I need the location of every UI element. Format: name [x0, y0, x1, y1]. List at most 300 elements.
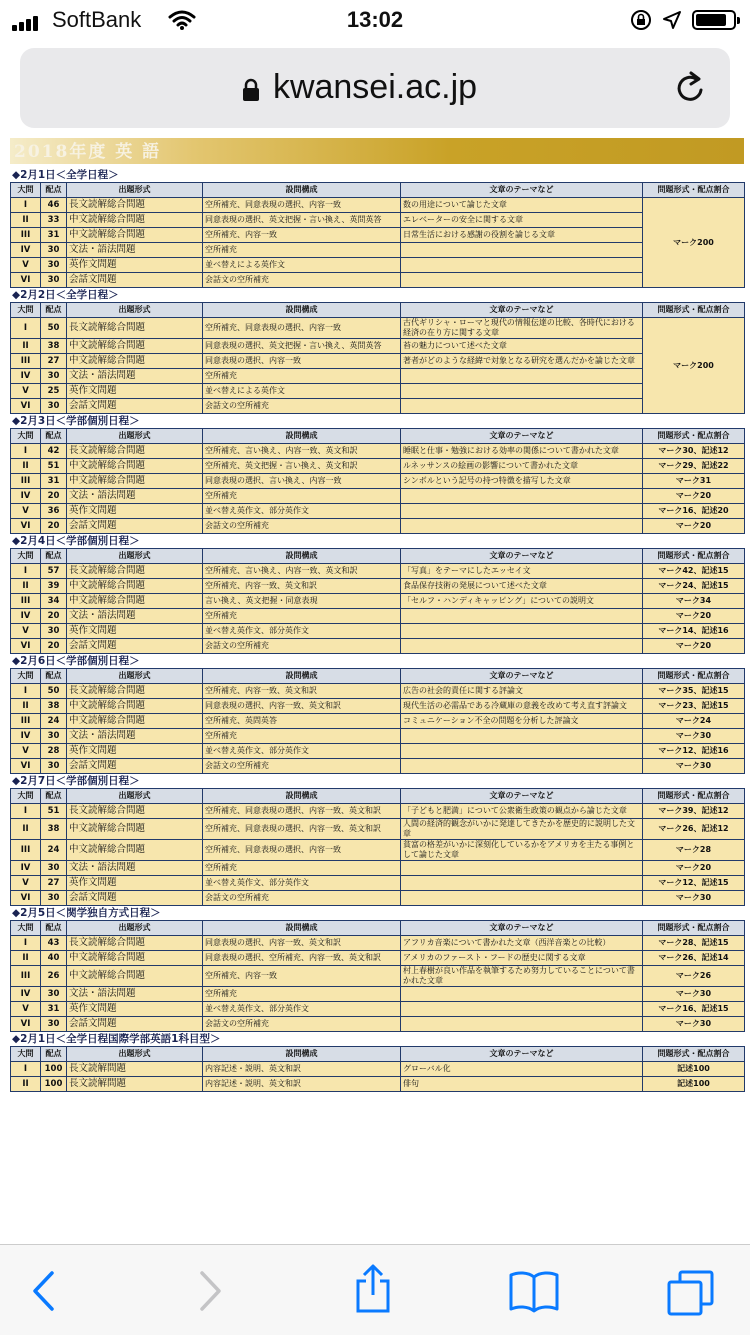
table-cell: 著者がどのような経緯で対象となる研究を選んだかを論じた文章	[401, 354, 643, 369]
table-cell: 27	[41, 876, 67, 891]
table-cell: 文法・語法問題	[67, 987, 203, 1002]
reload-icon[interactable]	[674, 70, 708, 106]
table-cell	[401, 876, 643, 891]
table-cell: マーク39、記述12	[643, 804, 745, 819]
table-cell: 26	[41, 966, 67, 987]
table-cell: I	[11, 318, 41, 339]
table-cell: II	[11, 579, 41, 594]
table-cell: 46	[41, 198, 67, 213]
table-cell: 30	[41, 243, 67, 258]
table-cell	[401, 744, 643, 759]
table-cell: マーク20	[643, 519, 745, 534]
table-cell: III	[11, 228, 41, 243]
table-cell: 25	[41, 384, 67, 399]
column-header: 大問	[11, 549, 41, 564]
table-cell: マーク200	[643, 198, 745, 288]
table-cell: 長文読解総合問題	[67, 198, 203, 213]
table-cell: 28	[41, 744, 67, 759]
orientation-lock-icon	[630, 9, 652, 31]
table-cell: 36	[41, 504, 67, 519]
table-cell	[401, 891, 643, 906]
table-row	[11, 504, 745, 519]
column-header: 出題形式	[67, 1047, 203, 1062]
table-cell: 会話文問題	[67, 759, 203, 774]
section-title: ◆2月6日＜学部個別日程＞	[12, 655, 140, 667]
table-cell: 俳句	[401, 1077, 643, 1092]
table-cell: マーク20	[643, 861, 745, 876]
table-cell: 並べ替え英作文、部分英作文	[203, 624, 401, 639]
table-cell: マーク31	[643, 474, 745, 489]
column-header: 配点	[41, 183, 67, 198]
column-header: 設問構成	[203, 789, 401, 804]
table-cell: マーク30	[643, 891, 745, 906]
table-cell: I	[11, 564, 41, 579]
table-cell: 長文読解問題	[67, 1077, 203, 1092]
table-cell: マーク30	[643, 1017, 745, 1032]
table-cell: V	[11, 876, 41, 891]
table-cell: III	[11, 354, 41, 369]
exam-table	[10, 668, 745, 774]
column-header: 問題形式・配点割合	[643, 183, 745, 198]
table-cell: マーク30、記述12	[643, 444, 745, 459]
table-cell: I	[11, 936, 41, 951]
table-cell: 57	[41, 564, 67, 579]
column-header: 大問	[11, 183, 41, 198]
table-row	[11, 1017, 745, 1032]
table-cell: V	[11, 384, 41, 399]
table-cell: 39	[41, 579, 67, 594]
table-cell: II	[11, 699, 41, 714]
table-cell: 並べ替え英作文、部分英作文	[203, 504, 401, 519]
table-row	[11, 228, 745, 243]
table-cell: 「写真」をテーマにしたエッセイ文	[401, 564, 643, 579]
table-cell: 会話文問題	[67, 399, 203, 414]
table-cell: II	[11, 1077, 41, 1092]
table-cell: 会話文の空所補充	[203, 519, 401, 534]
bookmarks-icon[interactable]	[508, 1269, 560, 1313]
table-cell: I	[11, 198, 41, 213]
table-cell: 記述100	[643, 1077, 745, 1092]
table-cell: 記述100	[643, 1062, 745, 1077]
table-cell: 長文読解総合問題	[67, 684, 203, 699]
table-row	[11, 744, 745, 759]
table-row	[11, 729, 745, 744]
table-cell: 中文読解総合問題	[67, 228, 203, 243]
table-row	[11, 951, 745, 966]
share-icon[interactable]	[352, 1263, 394, 1315]
table-row	[11, 369, 745, 384]
table-cell: 40	[41, 951, 67, 966]
table-cell: マーク14、記述16	[643, 624, 745, 639]
table-cell: 同意表現の選択、言い換え、内容一致	[203, 474, 401, 489]
table-cell: 中文読解総合問題	[67, 966, 203, 987]
url-text[interactable]: kwansei.ac.jp	[272, 68, 478, 106]
table-cell: III	[11, 966, 41, 987]
table-cell: III	[11, 474, 41, 489]
table-cell: マーク28	[643, 840, 745, 861]
table-cell: 51	[41, 804, 67, 819]
table-cell: 30	[41, 759, 67, 774]
table-cell: 中文読解総合問題	[67, 354, 203, 369]
table-row	[11, 384, 745, 399]
table-cell: 51	[41, 459, 67, 474]
table-row	[11, 1077, 745, 1092]
column-header: 文章のテーマなど	[401, 429, 643, 444]
table-cell: マーク26、記述14	[643, 951, 745, 966]
table-cell: 30	[41, 399, 67, 414]
column-header: 設問構成	[203, 429, 401, 444]
table-header-row	[11, 1047, 745, 1062]
table-cell: マーク16、記述20	[643, 504, 745, 519]
table-cell: シンボルという記号の持つ特徴を描写した文章	[401, 474, 643, 489]
table-row	[11, 987, 745, 1002]
table-cell: VI	[11, 519, 41, 534]
table-cell: VI	[11, 273, 41, 288]
table-cell: マーク30	[643, 987, 745, 1002]
table-cell	[401, 243, 643, 258]
table-cell: マーク24、記述15	[643, 579, 745, 594]
section-title: ◆2月1日＜全学日程＞	[12, 169, 119, 181]
tabs-icon[interactable]	[666, 1269, 716, 1317]
table-cell: 中文読解総合問題	[67, 339, 203, 354]
table-cell: V	[11, 504, 41, 519]
table-cell: 空所補充、同意表現の選択、内容一致	[203, 840, 401, 861]
table-cell: 文法・語法問題	[67, 861, 203, 876]
table-cell: I	[11, 444, 41, 459]
table-cell: 20	[41, 519, 67, 534]
table-cell: 文法・語法問題	[67, 489, 203, 504]
table-cell: 空所補充、同意表現の選択、内容一致、英文和訳	[203, 804, 401, 819]
column-header: 配点	[41, 669, 67, 684]
table-cell	[401, 624, 643, 639]
table-cell: 30	[41, 273, 67, 288]
table-row	[11, 354, 745, 369]
column-header: 問題形式・配点割合	[643, 429, 745, 444]
table-cell: 20	[41, 489, 67, 504]
table-row	[11, 624, 745, 639]
table-cell: 中文読解総合問題	[67, 579, 203, 594]
column-header: 配点	[41, 921, 67, 936]
column-header: 設問構成	[203, 1047, 401, 1062]
status-time: 13:02	[346, 7, 404, 32]
table-cell: 30	[41, 258, 67, 273]
column-header: 大問	[11, 429, 41, 444]
table-cell: 言い換え、英文把握・同意表現	[203, 594, 401, 609]
table-cell: 英作文問題	[67, 876, 203, 891]
table-cell: 現代生活の必需品である冷蔵庫の意義を改めて考え直す評論文	[401, 699, 643, 714]
table-row	[11, 258, 745, 273]
column-header: 配点	[41, 789, 67, 804]
table-row	[11, 819, 745, 840]
exam-table	[10, 920, 745, 1032]
column-header: 配点	[41, 549, 67, 564]
table-row	[11, 1002, 745, 1017]
column-header: 設問構成	[203, 303, 401, 318]
table-cell	[401, 639, 643, 654]
table-cell: エレベーターの安全に関する文章	[401, 213, 643, 228]
status-bar	[0, 0, 750, 42]
table-cell: 中文読解総合問題	[67, 819, 203, 840]
table-cell: 空所補充	[203, 243, 401, 258]
table-cell	[401, 609, 643, 624]
table-cell: 英作文問題	[67, 384, 203, 399]
table-cell: アフリカ音楽について書かれた文章（西洋音楽との比較）	[401, 936, 643, 951]
table-row	[11, 318, 745, 339]
table-cell: I	[11, 684, 41, 699]
table-row	[11, 891, 745, 906]
table-cell: IV	[11, 861, 41, 876]
table-cell: 「子どもと肥満」について公衆衛生政策の観点から論じた文章	[401, 804, 643, 819]
table-cell	[401, 504, 643, 519]
column-header: 問題形式・配点割合	[643, 303, 745, 318]
table-cell: マーク20	[643, 639, 745, 654]
table-cell: V	[11, 1002, 41, 1017]
table-row	[11, 399, 745, 414]
column-header: 配点	[41, 1047, 67, 1062]
table-cell: 空所補充	[203, 489, 401, 504]
table-cell: 会話文問題	[67, 639, 203, 654]
exam-table	[10, 788, 745, 906]
table-cell: 中文読解総合問題	[67, 840, 203, 861]
table-cell: 空所補充	[203, 729, 401, 744]
table-cell: 長文読解問題	[67, 1062, 203, 1077]
back-icon[interactable]	[30, 1269, 58, 1313]
table-cell: 31	[41, 1002, 67, 1017]
section-title: ◆2月3日＜学部個別日程＞	[12, 415, 140, 427]
table-row	[11, 213, 745, 228]
document-title: 2018年度 英 語	[10, 138, 744, 164]
exam-table	[10, 182, 745, 288]
table-cell: 会話文問題	[67, 1017, 203, 1032]
table-cell: 会話文問題	[67, 891, 203, 906]
table-cell: 中文読解総合問題	[67, 951, 203, 966]
table-cell: 並べ替え英作文、部分英作文	[203, 1002, 401, 1017]
table-cell: 24	[41, 840, 67, 861]
table-cell: IV	[11, 489, 41, 504]
column-header: 問題形式・配点割合	[643, 669, 745, 684]
column-header: 出題形式	[67, 669, 203, 684]
table-cell: 文法・語法問題	[67, 243, 203, 258]
table-cell: 数の用途について論じた文章	[401, 198, 643, 213]
table-cell: 同意表現の選択、内容一致	[203, 354, 401, 369]
table-row	[11, 861, 745, 876]
table-cell: ルネッサンスの絵画の影響について書かれた文章	[401, 459, 643, 474]
table-cell: 100	[41, 1077, 67, 1092]
table-cell: 20	[41, 609, 67, 624]
table-cell: 村上春樹が良い作品を執筆するため努力していることについて書かれた文章	[401, 966, 643, 987]
exam-table	[10, 1046, 745, 1092]
column-header: 出題形式	[67, 921, 203, 936]
column-header: 大問	[11, 1047, 41, 1062]
table-cell: VI	[11, 1017, 41, 1032]
column-header: 設問構成	[203, 921, 401, 936]
table-cell: 会話文の空所補充	[203, 639, 401, 654]
column-header: 出題形式	[67, 789, 203, 804]
table-cell: 貧富の格差がいかに深刻化しているかをアメリカを主たる事例として論じた文章	[401, 840, 643, 861]
table-cell: 食品保存技術の発展について述べた文章	[401, 579, 643, 594]
table-row	[11, 243, 745, 258]
table-cell: 中文読解総合問題	[67, 699, 203, 714]
table-cell: マーク24	[643, 714, 745, 729]
table-cell: 会話文の空所補充	[203, 273, 401, 288]
table-cell: マーク30	[643, 759, 745, 774]
table-cell: VI	[11, 891, 41, 906]
table-cell	[401, 1002, 643, 1017]
table-cell: 空所補充、内容一致、英文和訳	[203, 684, 401, 699]
table-header-row	[11, 669, 745, 684]
table-cell: 「セルフ・ハンディキャッピング」についての説明文	[401, 594, 643, 609]
table-cell: 42	[41, 444, 67, 459]
table-cell: 30	[41, 369, 67, 384]
table-cell: 英作文問題	[67, 258, 203, 273]
column-header: 文章のテーマなど	[401, 921, 643, 936]
table-cell: IV	[11, 243, 41, 258]
table-cell: 24	[41, 714, 67, 729]
table-header-row	[11, 789, 745, 804]
table-cell: 30	[41, 624, 67, 639]
table-cell: アメリカのファースト・フードの歴史に関する文章	[401, 951, 643, 966]
address-bar[interactable]	[20, 48, 730, 128]
table-cell	[401, 987, 643, 1002]
table-row	[11, 474, 745, 489]
exam-table	[10, 302, 745, 414]
table-cell	[401, 759, 643, 774]
table-cell: 同意表現の選択、内容一致、英文和訳	[203, 699, 401, 714]
table-cell: マーク20	[643, 489, 745, 504]
section-title: ◆2月5日＜関学独自方式日程＞	[12, 907, 161, 919]
table-cell: 同意表現の選択、英文把握・言い換え、英問英答	[203, 213, 401, 228]
table-cell: 長文読解総合問題	[67, 936, 203, 951]
column-header: 設問構成	[203, 183, 401, 198]
table-cell: 30	[41, 987, 67, 1002]
table-cell: 27	[41, 354, 67, 369]
table-cell: II	[11, 339, 41, 354]
column-header: 文章のテーマなど	[401, 303, 643, 318]
table-cell: VI	[11, 759, 41, 774]
table-row	[11, 594, 745, 609]
table-cell: グローバル化	[401, 1062, 643, 1077]
table-cell: 英作文問題	[67, 1002, 203, 1017]
table-row	[11, 699, 745, 714]
table-row	[11, 273, 745, 288]
table-cell: 英作文問題	[67, 504, 203, 519]
table-cell: 空所補充、言い換え、内容一致、英文和訳	[203, 444, 401, 459]
column-header: 文章のテーマなど	[401, 549, 643, 564]
table-cell: 50	[41, 318, 67, 339]
table-cell: 38	[41, 339, 67, 354]
table-header-row	[11, 921, 745, 936]
table-cell: III	[11, 840, 41, 861]
table-cell: 同意表現の選択、英文把握・言い換え、英問英答	[203, 339, 401, 354]
column-header: 配点	[41, 429, 67, 444]
table-cell: V	[11, 624, 41, 639]
column-header: 文章のテーマなど	[401, 789, 643, 804]
table-row	[11, 609, 745, 624]
table-cell: 広告の社会的責任に関する評論文	[401, 684, 643, 699]
section-title: ◆2月4日＜学部個別日程＞	[12, 535, 140, 547]
table-cell: マーク26、記述12	[643, 819, 745, 840]
table-cell: マーク12、記述15	[643, 876, 745, 891]
table-cell	[401, 258, 643, 273]
table-cell	[401, 273, 643, 288]
table-cell: 空所補充、英問英答	[203, 714, 401, 729]
table-cell: 30	[41, 1017, 67, 1032]
table-cell	[401, 1017, 643, 1032]
table-row	[11, 684, 745, 699]
table-cell: 100	[41, 1062, 67, 1077]
table-cell: V	[11, 258, 41, 273]
table-cell: マーク42、記述15	[643, 564, 745, 579]
table-cell: 空所補充、英文把握・言い換え、英文和訳	[203, 459, 401, 474]
table-cell: 31	[41, 228, 67, 243]
column-header: 出題形式	[67, 549, 203, 564]
forward-icon[interactable]	[196, 1269, 224, 1313]
table-cell	[401, 489, 643, 504]
table-cell: 31	[41, 474, 67, 489]
table-row	[11, 714, 745, 729]
table-cell	[401, 861, 643, 876]
table-cell: マーク16、記述15	[643, 1002, 745, 1017]
column-header: 問題形式・配点割合	[643, 789, 745, 804]
table-cell: 同意表現の選択、空所補充、内容一致、英文和訳	[203, 951, 401, 966]
table-cell	[401, 519, 643, 534]
table-cell: 長文読解総合問題	[67, 318, 203, 339]
exam-table	[10, 548, 745, 654]
table-cell: 空所補充	[203, 609, 401, 624]
table-cell: 文法・語法問題	[67, 369, 203, 384]
table-row	[11, 444, 745, 459]
table-cell: マーク34	[643, 594, 745, 609]
table-cell: IV	[11, 369, 41, 384]
table-row	[11, 936, 745, 951]
table-cell: 34	[41, 594, 67, 609]
table-cell: マーク29、記述22	[643, 459, 745, 474]
table-cell: コミュニケーション不全の問題を分析した評論文	[401, 714, 643, 729]
table-cell: 空所補充、内容一致	[203, 966, 401, 987]
table-row	[11, 804, 745, 819]
table-header-row	[11, 549, 745, 564]
table-row	[11, 759, 745, 774]
table-row	[11, 198, 745, 213]
exam-sections	[10, 168, 744, 1092]
table-cell: V	[11, 744, 41, 759]
table-row	[11, 1062, 745, 1077]
column-header: 出題形式	[67, 183, 203, 198]
table-cell: マーク30	[643, 729, 745, 744]
document-page	[10, 138, 744, 1092]
table-cell: 日常生活における感謝の役割を論じる文章	[401, 228, 643, 243]
table-row	[11, 876, 745, 891]
table-cell: 空所補充	[203, 987, 401, 1002]
table-cell: 43	[41, 936, 67, 951]
table-cell: 30	[41, 861, 67, 876]
table-cell: VI	[11, 639, 41, 654]
table-cell: 空所補充、内容一致、英文和訳	[203, 579, 401, 594]
table-cell	[401, 369, 643, 384]
table-cell: 30	[41, 729, 67, 744]
table-cell: 会話文の空所補充	[203, 1017, 401, 1032]
table-cell: マーク35、記述15	[643, 684, 745, 699]
table-cell: 38	[41, 819, 67, 840]
table-header-row	[11, 183, 745, 198]
column-header: 文章のテーマなど	[401, 1047, 643, 1062]
table-row	[11, 339, 745, 354]
location-icon	[662, 10, 682, 30]
table-cell: 人間の経済的観念がいかに発達してきたかを歴史的に説明した文章	[401, 819, 643, 840]
table-cell: 長文読解総合問題	[67, 444, 203, 459]
table-cell: 空所補充	[203, 861, 401, 876]
section-title: ◆2月7日＜学部個別日程＞	[12, 775, 140, 787]
